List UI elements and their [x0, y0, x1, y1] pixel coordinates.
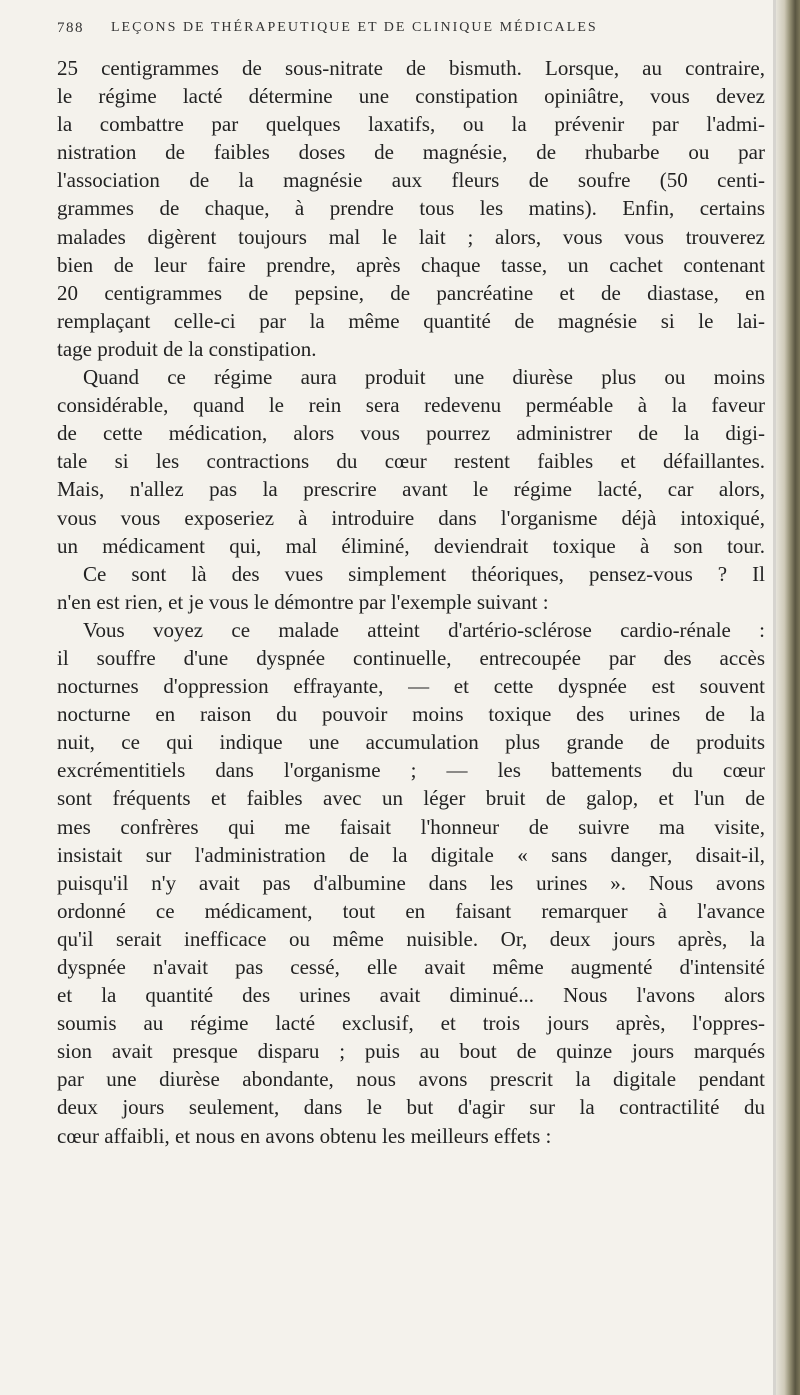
- text-line: sion avait presque disparu ; puis au bout de quinze jours marqués: [57, 1039, 765, 1064]
- text-line: sont fréquents et faibles avec un léger bruit de galop, et l'un de: [57, 786, 765, 811]
- text-line: qu'il serait inefficace ou même nuisible. Or, deux jours après, la: [57, 926, 765, 951]
- text-line: deux jours seulement, dans le but d'agir sur la contractilité du: [57, 1095, 765, 1120]
- text-line: puisqu'il n'y avait pas d'albumine dans les urines ». Nous avons: [57, 870, 765, 895]
- text-line: excrémentitiels dans l'organisme ; — les battements du cœur: [57, 758, 765, 783]
- text-line: le régime lacté détermine une constipation opiniâtre, vous devez: [57, 84, 765, 109]
- text-line: mes confrères qui me faisait l'honneur de suivre ma visite,: [57, 814, 765, 839]
- text-line: grammes de chaque, à prendre tous les matins). Enfin, certains: [57, 196, 765, 221]
- text-line: bien de leur faire prendre, après chaque tasse, un cachet contenant: [57, 252, 765, 277]
- text-line: considérable, quand le rein sera redevenu perméable à la faveur: [57, 393, 765, 418]
- text-line: un médicament qui, mal éliminé, deviendrait toxique à son tour.: [57, 533, 765, 558]
- text-line: n'en est rien, et je vous le démontre par l'exemple suivant :: [57, 589, 549, 614]
- text-line: Vous voyez ce malade atteint d'artério-sclérose cardio-rénale :: [83, 617, 765, 642]
- body-text: [57, 54, 765, 1150]
- text-line: par une diurèse abondante, nous avons prescrit la digitale pendant: [57, 1067, 765, 1092]
- running-header: [57, 16, 757, 44]
- running-title: LEÇONS DE THÉRAPEUTIQUE ET DE CLINIQUE MÉDICALES: [111, 20, 598, 35]
- text-line: nocturne en raison du pouvoir moins toxique des urines de la: [57, 702, 765, 727]
- text-line: Quand ce régime aura produit une diurèse plus ou moins: [83, 365, 765, 390]
- text-line: dyspnée n'avait pas cessé, elle avait même augmenté d'intensité: [57, 955, 765, 979]
- text-line: l'association de la magnésie aux fleurs de soufre (50 centi-: [57, 168, 765, 193]
- text-line: nistration de faibles doses de magnésie, de rhubarbe ou par: [57, 140, 765, 165]
- text-line: il souffre d'une dyspnée continuelle, entrecoupée par des accès: [57, 645, 765, 670]
- text-line: 25 centigrammes de sous-nitrate de bismuth. Lorsque, au contraire,: [57, 56, 765, 80]
- text-line: 20 centigrammes de pepsine, de pancréatine et de diastase, en: [57, 280, 765, 305]
- text-line: ordonné ce médicament, tout en faisant remarquer à l'avance: [57, 898, 765, 923]
- text-line: cœur affaibli, et nous en avons obtenu les meilleurs effets :: [57, 1123, 552, 1148]
- text-line: malades digèrent toujours mal le lait ; alors, vous vous trouverez: [57, 224, 765, 249]
- text-line: la combattre par quelques laxatifs, ou la prévenir par l'admi-: [57, 112, 765, 137]
- page-binding-edge: [776, 0, 800, 1395]
- text-line: nocturnes d'oppression effrayante, — et cette dyspnée est souvent: [57, 674, 765, 699]
- page-number: 788: [57, 20, 84, 36]
- text-line: Ce sont là des vues simplement théoriques, pensez-vous ? Il: [83, 561, 765, 586]
- text-line: et la quantité des urines avait diminué... Nous l'avons alors: [57, 983, 765, 1008]
- text-line: vous vous exposeriez à introduire dans l'organisme déjà intoxiqué,: [57, 505, 765, 530]
- text-line: nuit, ce qui indique une accumulation plus grande de produits: [57, 730, 765, 755]
- text-line: Mais, n'allez pas la prescrire avant le régime lacté, car alors,: [57, 477, 765, 502]
- text-line: insistait sur l'administration de la digitale « sans danger, disait-il,: [57, 842, 765, 867]
- text-line: soumis au régime lacté exclusif, et trois jours après, l'oppres-: [57, 1011, 765, 1036]
- text-line: tage produit de la constipation.: [57, 336, 317, 361]
- text-line: de cette médication, alors vous pourrez administrer de la digi-: [57, 421, 765, 446]
- text-line: tale si les contractions du cœur restent faibles et défaillantes.: [57, 449, 765, 474]
- text-line: remplaçant celle-ci par la même quantité de magnésie si le lai-: [57, 308, 765, 333]
